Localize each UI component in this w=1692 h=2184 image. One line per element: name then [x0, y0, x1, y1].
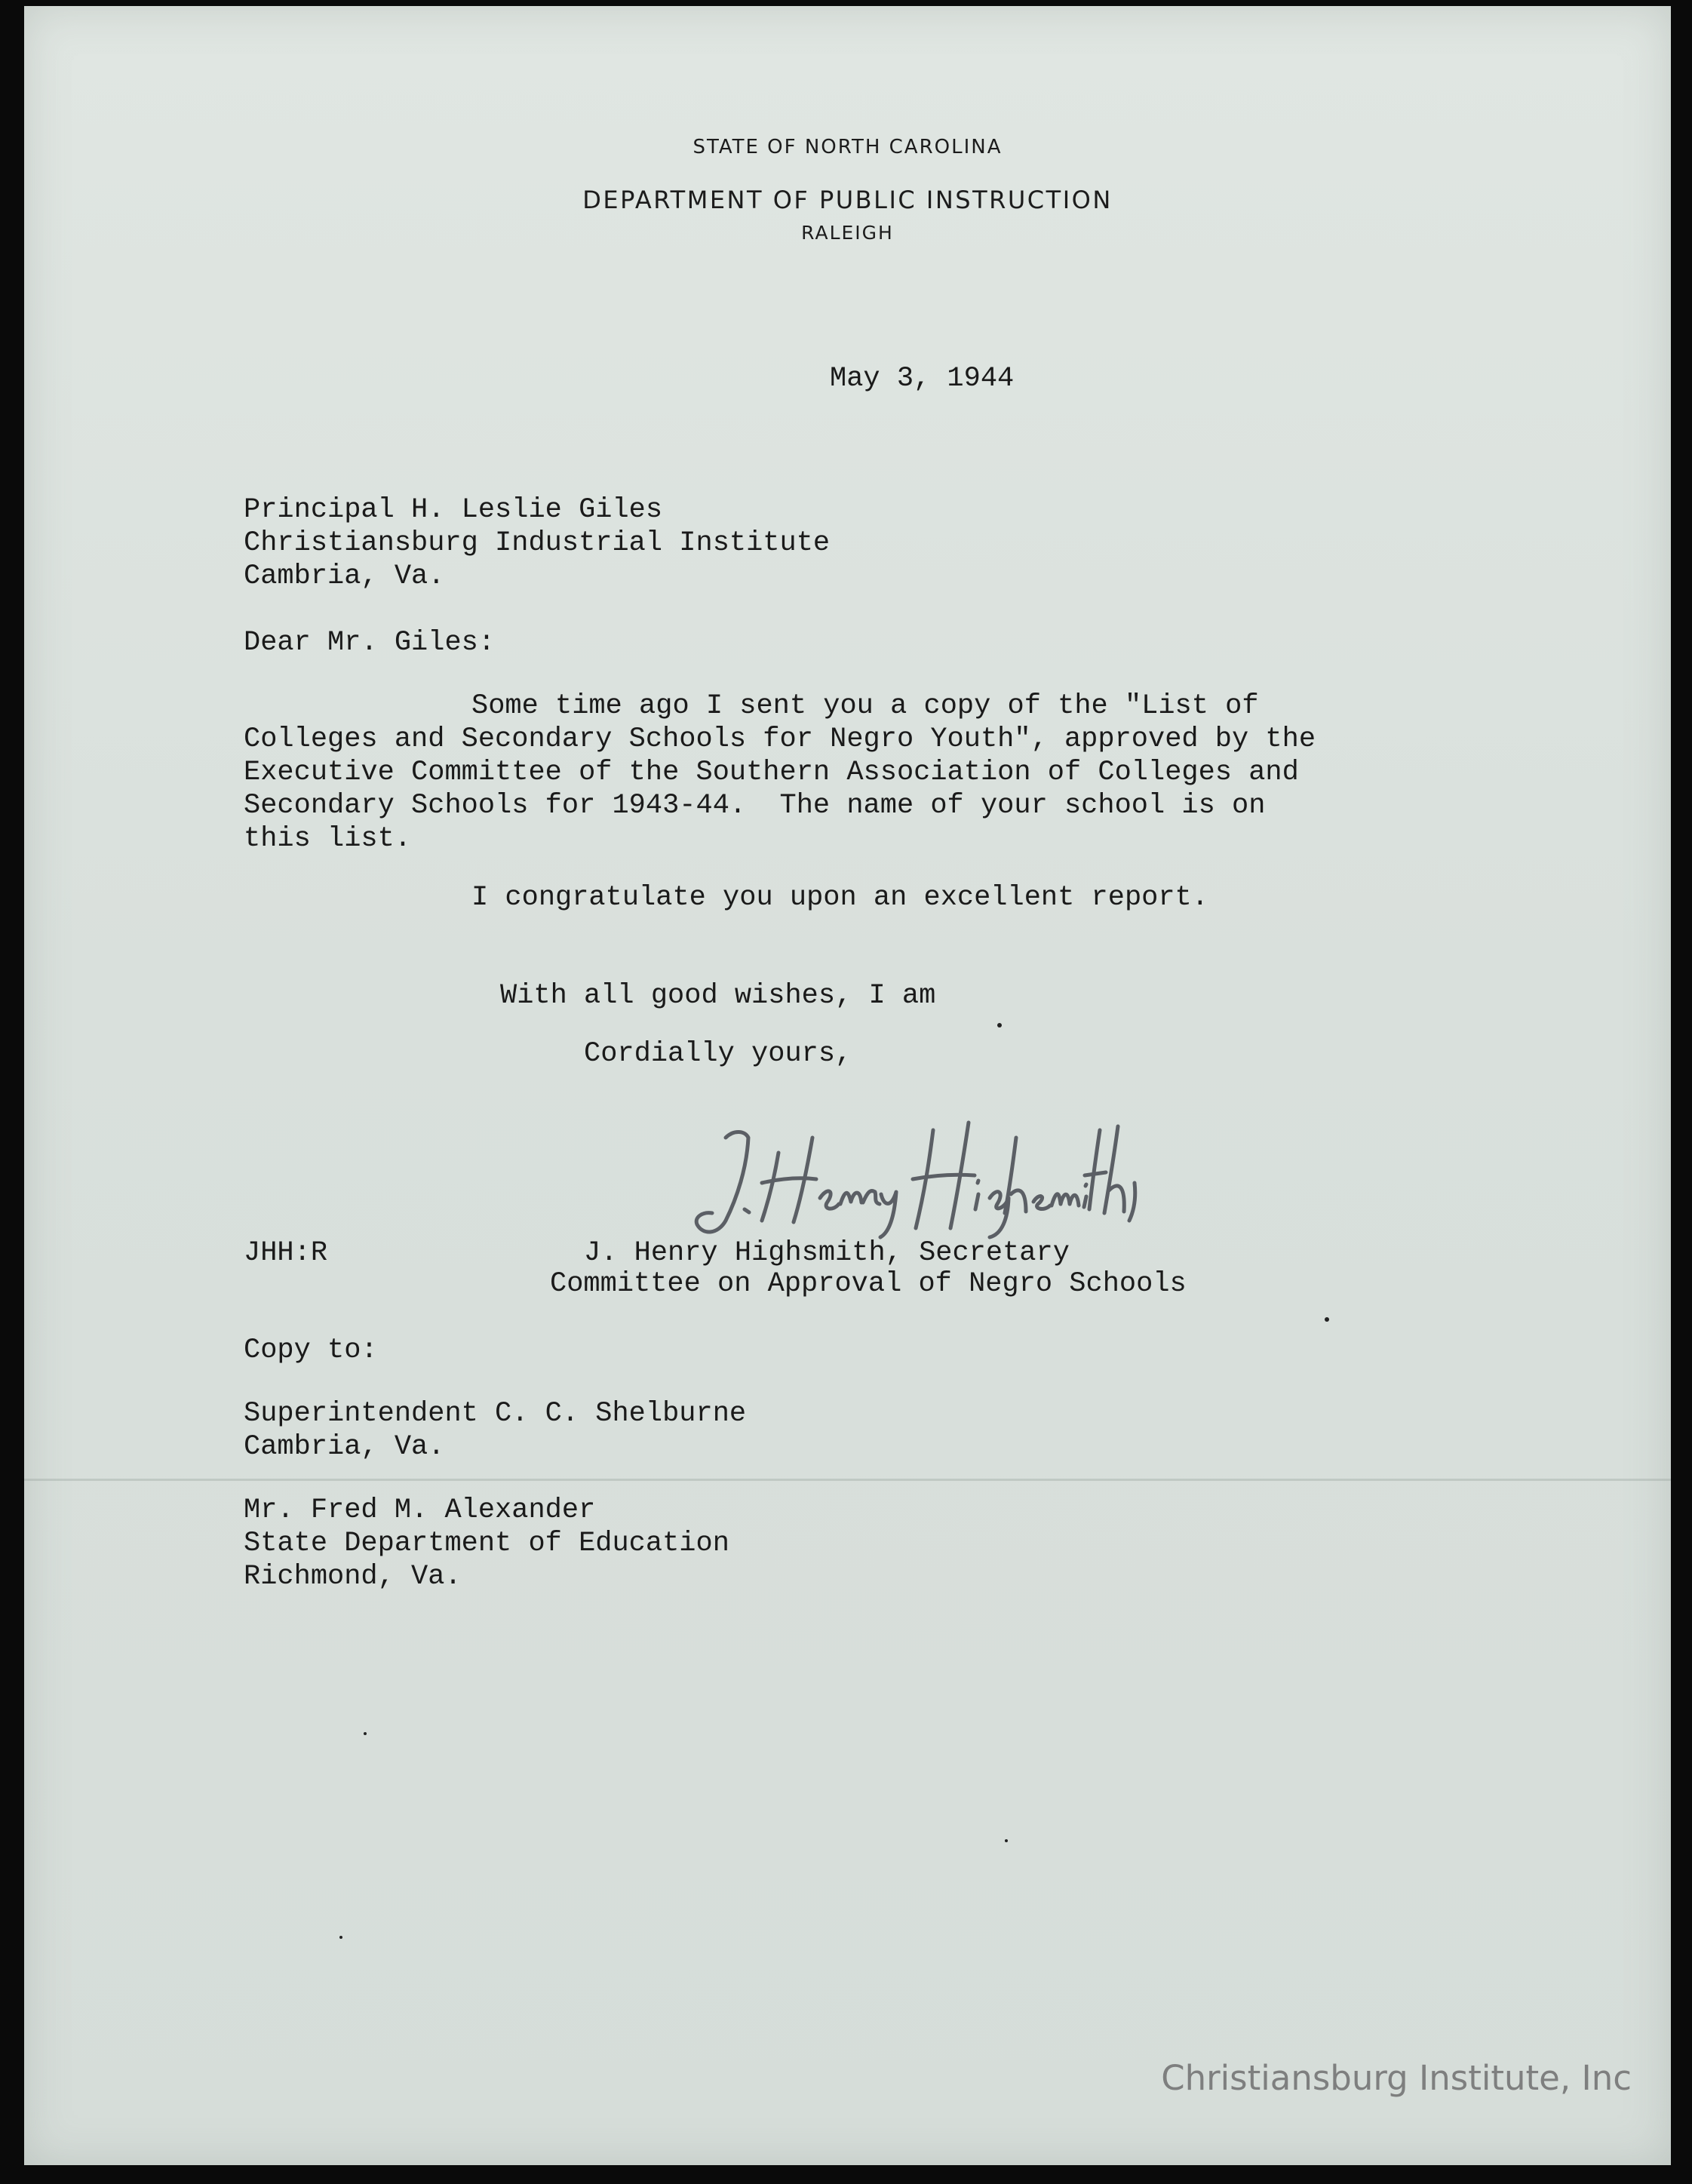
letter-date: May 3, 1944: [830, 363, 1015, 395]
paper-speck: [1005, 1839, 1008, 1842]
handwritten-signature: [673, 1107, 1156, 1243]
closing-line: With all good wishes, I am: [500, 980, 936, 1012]
copy-line: State Department of Education: [244, 1528, 729, 1559]
paper-speck: [364, 1732, 367, 1735]
letterhead-state: STATE OF NORTH CAROLINA: [692, 136, 1003, 158]
body-paragraph-2: I congratulate you upon an excellent report.: [471, 882, 1208, 914]
paper-speck: [997, 1023, 1002, 1027]
letterhead-city: RALEIGH: [801, 222, 894, 244]
recipient-line: Principal H. Leslie Giles: [244, 494, 663, 526]
paper-speck: [1325, 1317, 1329, 1322]
watermark: Christiansburg Institute, Inc: [1161, 2058, 1632, 2098]
recipient-line: Christiansburg Industrial Institute: [244, 527, 831, 559]
paper-speck: [339, 1936, 342, 1939]
body-line: Executive Committee of the Southern Association of Colleges and: [244, 757, 1299, 788]
complimentary-close: Cordially yours,: [584, 1038, 852, 1070]
copy-line: Cambria, Va.: [244, 1431, 445, 1463]
typist-initials: JHH:R: [244, 1237, 328, 1269]
body-line: Some time ago I sent you a copy of the "List of: [471, 690, 1259, 722]
copy-to-label: Copy to:: [244, 1335, 378, 1366]
salutation: Dear Mr. Giles:: [244, 627, 496, 659]
letter-page: [24, 6, 1671, 2165]
body-line: Secondary Schools for 1943-44. The name of your school is on: [244, 790, 1266, 822]
letterhead-department: DEPARTMENT OF PUBLIC INSTRUCTION: [582, 186, 1113, 214]
body-line: this list.: [244, 823, 412, 855]
paper-fold-line: [24, 1479, 1671, 1481]
copy-line: Mr. Fred M. Alexander: [244, 1494, 596, 1526]
body-line: Colleges and Secondary Schools for Negro Youth", approved by the: [244, 723, 1316, 755]
signer-committee: Committee on Approval of Negro Schools: [550, 1268, 1187, 1300]
signer-name-title: J. Henry Highsmith, Secretary: [584, 1237, 1070, 1269]
copy-line: Superintendent C. C. Shelburne: [244, 1398, 747, 1430]
recipient-line: Cambria, Va.: [244, 561, 445, 592]
copy-line: Richmond, Va.: [244, 1561, 462, 1593]
